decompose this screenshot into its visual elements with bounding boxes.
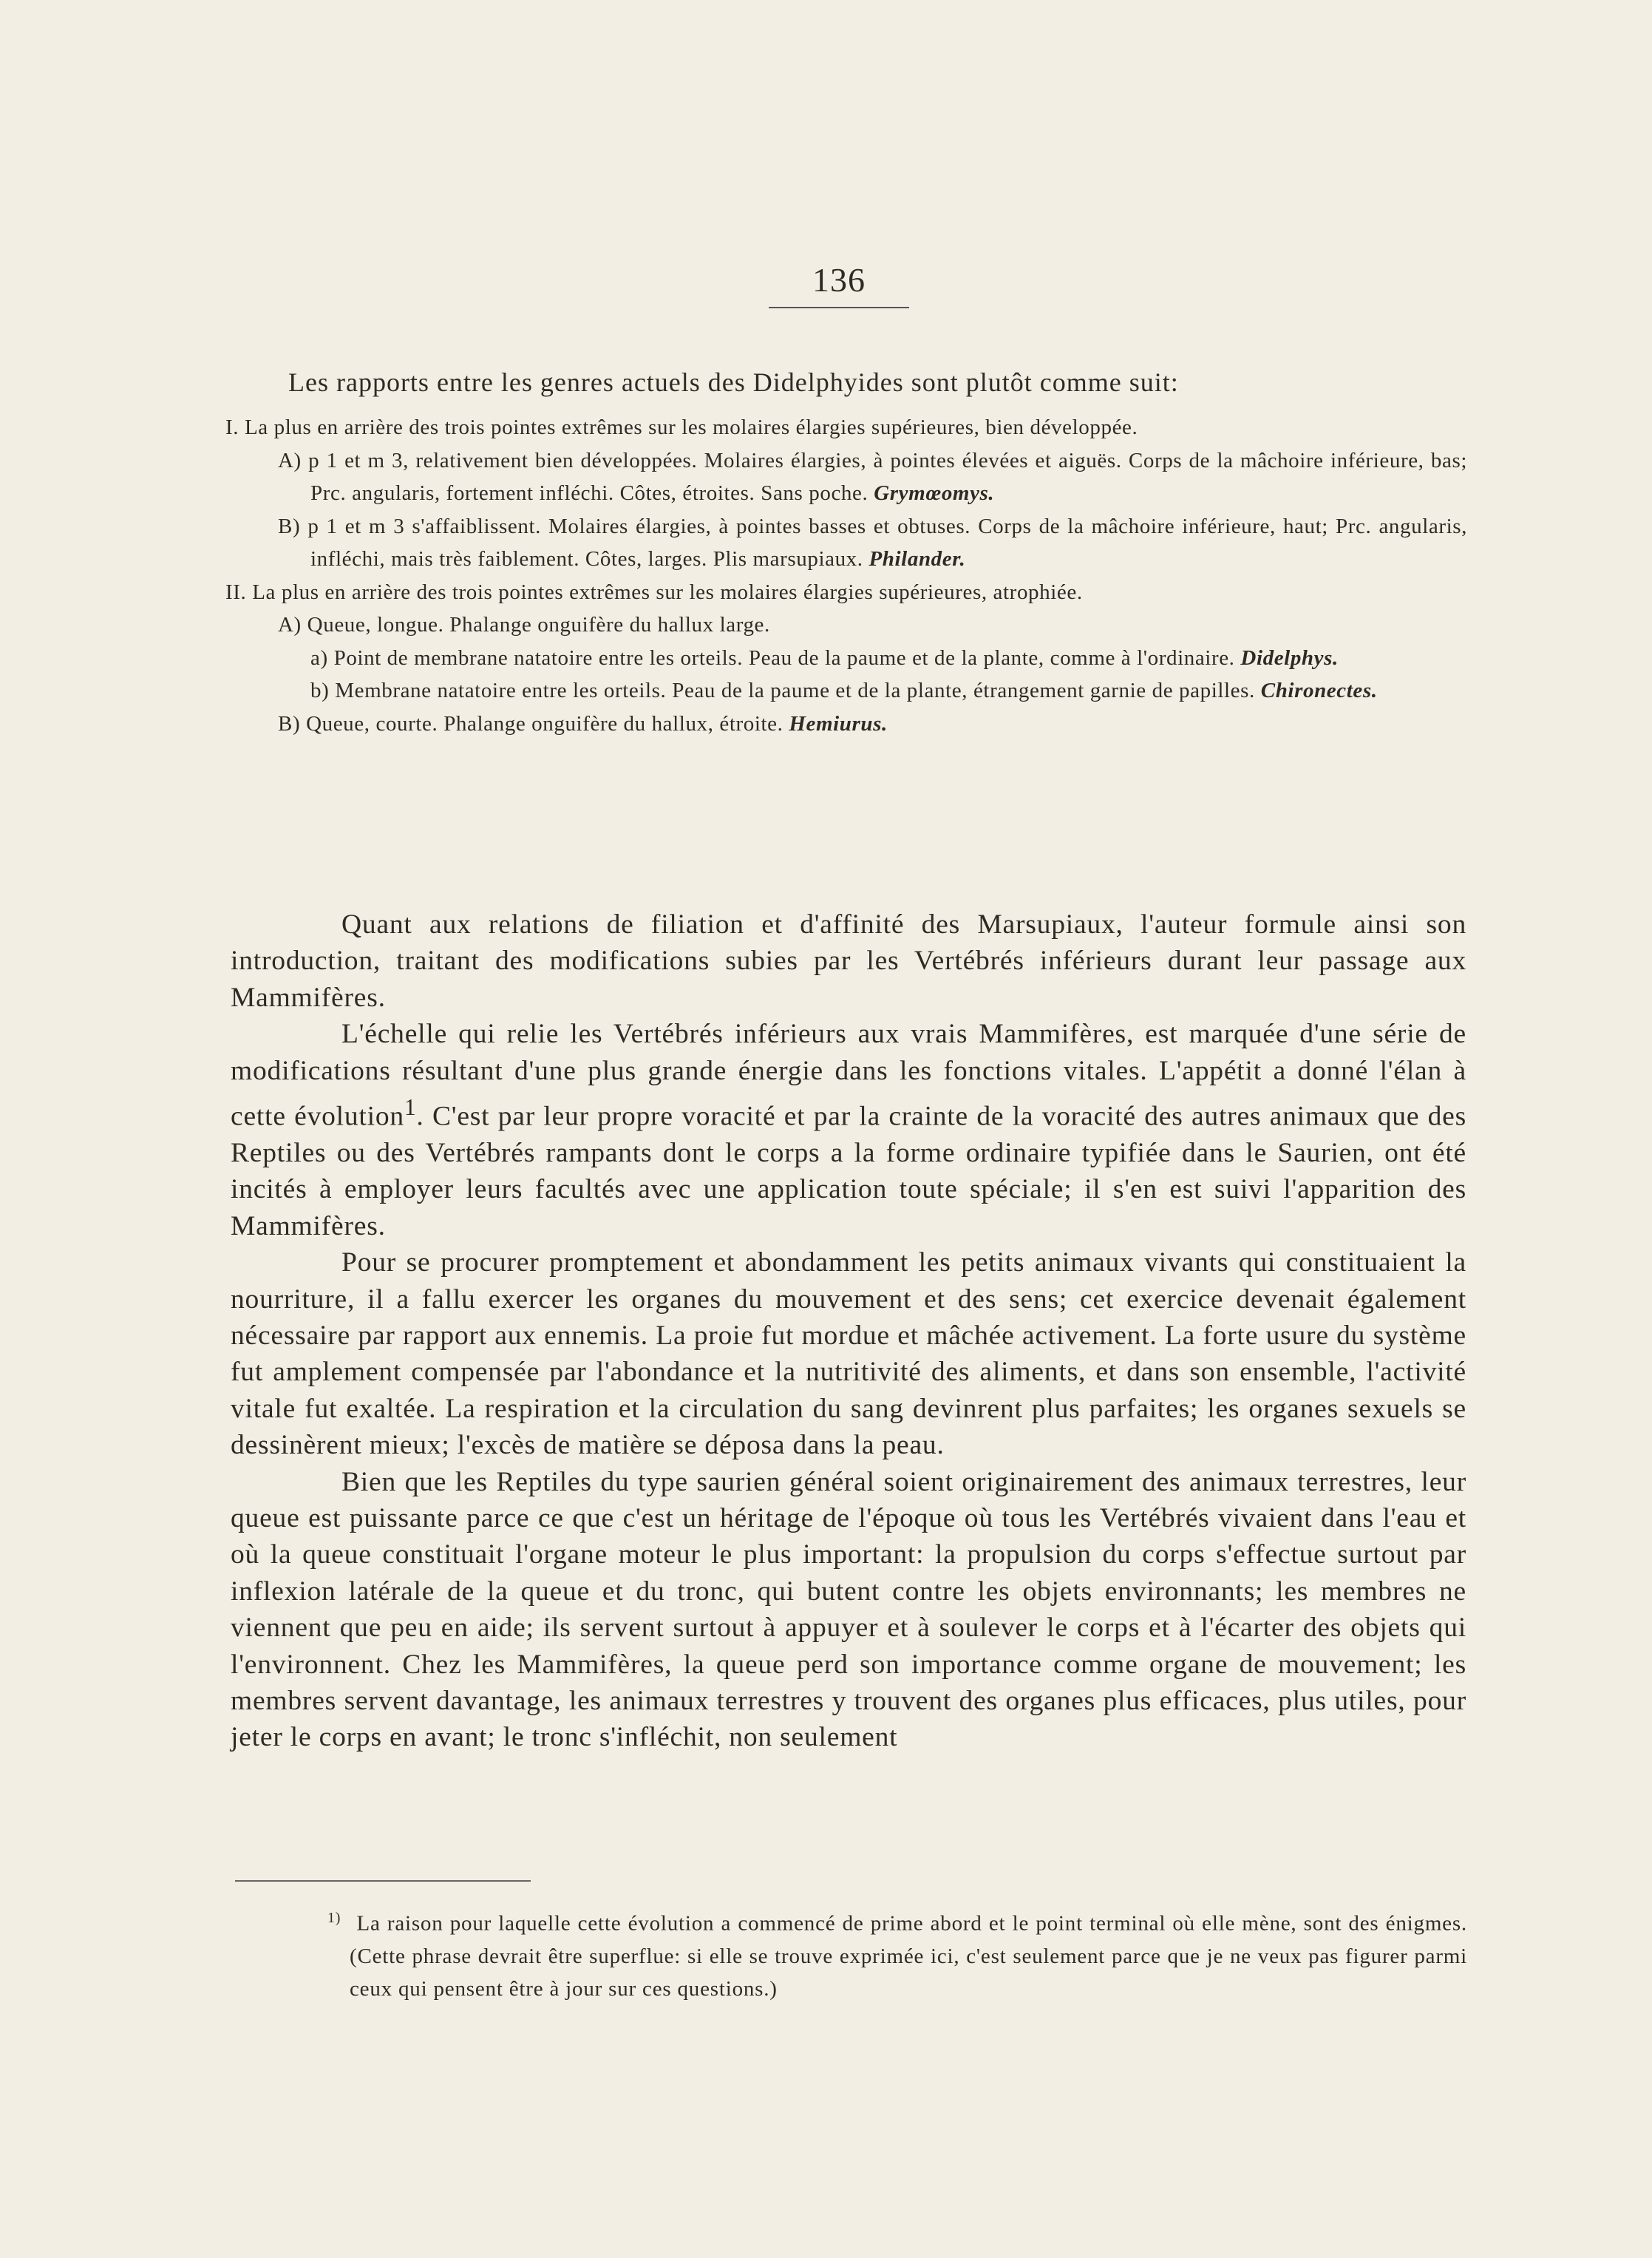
paragraph: Pour se procurer promptement et abondamment les petits animaux vivants qui constituaient la nourriture, il a fallu exercer les organes du mouvement et des sens; cet exercice devenait également nécessaire par rapport aux ennemis. La proie fut mordue et mâchée activement. La forte usure du système fut amplement compensée par l'abondance et la nutritivité des aliments, et dans son ensemble, l'activité vitale fut exaltée. La respiration et la circulation du sang devinrent plus parfaites; les organes sexuels se dessinèrent mieux; l'excès de matière se déposa dans la peau. <box>231 1247 1466 1461</box>
key-text: Membrane natatoire entre les orteils. Peau de la paume et de la plante, étrangement garnie de papilles. <box>335 679 1255 702</box>
footnote-mark: 1) <box>327 1910 341 1926</box>
paragraph-text: . C'est par leur propre voracité et par la crainte de la voracité des autres animaux que des Reptiles ou des Vertébrés rampants dont le corps a la forme ordinaire typifiée dans le Saurien, ont été incités à employer leurs facultés avec une application toute spéciale; il s'en est suivi l'apparition des Mammifères. <box>231 1101 1467 1241</box>
paragraph-text: L'échelle qui relie les Vertébrés inférieurs aux vrais Mammifères, est marquée d'une série de modifications résultant d'une plus grande énergie dans les fonctions vitales. L'appétit a donné l'élan à cette évolution <box>231 1019 1466 1132</box>
key-item-IIA <box>225 608 1467 642</box>
footnote-paragraph <box>327 1902 1467 2005</box>
key-mark: I. <box>225 416 239 439</box>
key-item-II <box>225 576 1467 609</box>
page-number: 136 <box>769 260 909 308</box>
key-intro: Les rapports entre les genres actuels des Didelphyides sont plutôt comme suit: <box>288 367 1179 397</box>
paragraph: Bien que les Reptiles du type saurien général soient originairement des animaux terrestres, leur queue est puissante parce ce que c'est un héritage de l'époque où tous les Vertébrés vivaient dans l'eau et où la queue constituait l'organe moteur le plus important: la propulsion du corps s'effectue surtout par inflexion latérale de la queue et du tronc, qui butent contre les objets environnants; les membres ne viennent que peu en aide; ils servent surtout à appuyer et à soulever le corps et à l'écarter des objets qui l'environnent. Chez les Mammifères, la queue perd son importance comme organe de mouvement; les membres servent davantage, les animaux terrestres y trouvent des organes plus efficaces, plus utiles, pour jeter le corps en avant; le tronc s'infléchit, non seulement <box>231 1466 1466 1753</box>
genus-name: Grymœomys. <box>874 481 995 505</box>
footnote-ref: 1 <box>404 1094 417 1121</box>
key-mark: A) <box>278 613 302 637</box>
key-text: p 1 et m 3, relativement bien développées. Molaires élargies, à pointes élevées et aiguës. Corps de la mâchoire inférieure, bas; Prc. angularis, fortement infléchi. Côtes, étroites. Sans poche. <box>308 448 1467 505</box>
genus-name: Philander. <box>869 547 966 571</box>
key-text: La plus en arrière des trois pointes extrêmes sur les molaires élargies supérieures, bien développée. <box>244 416 1138 439</box>
key-item-I <box>225 411 1467 444</box>
key-mark: B) <box>278 711 301 736</box>
key-text: Point de membrane natatoire entre les orteils. Peau de la paume et de la plante, comme à l'ordinaire. <box>333 645 1235 670</box>
key-mark: B) <box>278 514 301 538</box>
key-text: La plus en arrière des trois pointes extrêmes sur les molaires élargies supérieures, atrophiée. <box>252 580 1083 604</box>
footnote-divider <box>235 1880 531 1882</box>
genus-name: Chironectes. <box>1260 679 1378 702</box>
key-item-IIAb <box>225 674 1467 708</box>
genus-key <box>225 364 1467 740</box>
paragraph: Quant aux relations de filiation et d'affinité des Marsupiaux, l'auteur formule ainsi son introduction, traitant des modifications subies par les Vertébrés inférieurs durant leur passage aux Mammifères. <box>231 909 1466 1013</box>
key-text: Queue, courte. Phalange onguifère du hallux, étroite. <box>306 711 783 736</box>
genus-name: Hemiurus. <box>789 711 888 736</box>
key-item-IIB <box>225 708 1467 741</box>
key-text: Queue, longue. Phalange onguifère du hallux large. <box>307 613 770 637</box>
key-mark: A) <box>278 448 302 472</box>
key-item-IIAa <box>225 642 1467 675</box>
body-text <box>231 906 1466 1756</box>
paragraph <box>231 1016 1466 1244</box>
footnote-text: La raison pour laquelle cette évolution a commencé de prime abord et le point terminal où elle mène, sont des énigmes. (Cette phrase devrait être superflue: si elle se trouve exprimée ici, c'est seulement parce que je ne veux pas figurer parmi ceux qui pensent être à jour sur ces questions.) <box>350 1911 1467 2001</box>
key-text: p 1 et m 3 s'affaiblissent. Molaires élargies, à pointes basses et obtuses. Corps de la mâchoire inférieure, haut; Prc. angularis, infléchi, mais très faiblement. Côtes, larges. Plis marsupiaux. <box>307 514 1467 571</box>
key-item-IA <box>225 444 1467 510</box>
key-mark: II. <box>225 580 247 604</box>
key-mark: b) <box>310 679 330 702</box>
key-mark: a) <box>310 645 328 670</box>
genus-name: Didelphys. <box>1240 645 1339 670</box>
key-item-IB <box>225 510 1467 576</box>
footnote <box>327 1902 1467 2005</box>
